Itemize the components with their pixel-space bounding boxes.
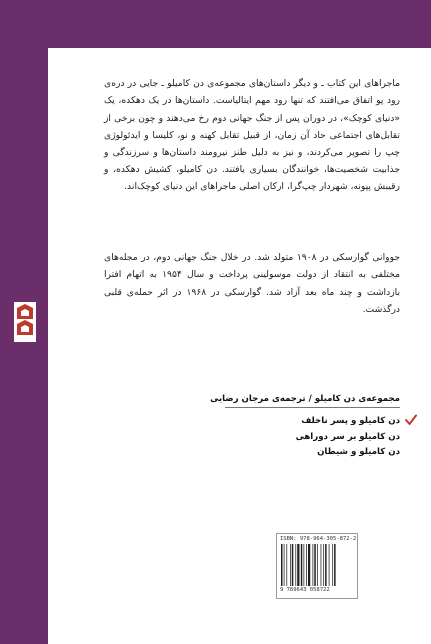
series-list-box bbox=[210, 394, 400, 461]
barcode-bar bbox=[334, 544, 336, 586]
isbn-digits: 9 789643 058722 bbox=[280, 587, 330, 593]
barcode-bar bbox=[304, 544, 305, 586]
barcode-bar bbox=[281, 544, 283, 586]
book-blurb: ماجراهای این کتاب ـ و دیگر داستان‌های مجموعه‌ی دن کامیلو ـ جایی در دره‌ی رود پو اتفاق می‌افتند که تنها رود مهم ایتالیاست. داستان‌ها در یک دهکده، یک «دنیای کوچک»، در دوران پس از جنگ جهانی دوم رخ می‌دهند و چون برخی از تقابل‌های اجتماعی حاد آن زمان، از قبیل تقابل کهنه و نو، کلیسا و ایدئولوژی چپ را تصویر می‌کردند، و نیز به دلیل طنز نیرومند داستان‌ها و سرزندگی و جذابیت شخصیت‌ها، خوانندگان بسیاری یافتند. دن کامیلو، کشیش دهکده، و رقیبش پپونه، شهردار چپ‌گرا، ارکان اصلی ماجراهای این دنیای کوچک‌اند. bbox=[104, 78, 400, 193]
barcode-bar bbox=[321, 544, 322, 586]
author-bio: جووانی گوارسکی در ۱۹۰۸ متولد شد. در خلال جنگ جهانی دوم، در مجله‌های مختلفی به انتقاد از دولت موسولینی پرداخت و سال ۱۹۵۴ به اتهام افترا بازداشت و چند ماه بعد آزاد شد. گوارسکی در ۱۹۶۸ در اثر حمله‌ی قلبی درگذشت. bbox=[104, 252, 400, 315]
barcode-bar bbox=[313, 544, 314, 586]
series-divider bbox=[225, 407, 400, 408]
series-item-3 bbox=[225, 445, 400, 461]
isbn-label: ISBN: 978-964-305-872-2 bbox=[280, 536, 357, 542]
left-color-band bbox=[0, 48, 48, 644]
checkmark-icon bbox=[405, 414, 417, 426]
barcode-bar bbox=[332, 544, 333, 586]
series-item-label: دن کامیلو و پسر ناخلف bbox=[301, 416, 400, 426]
barcode-bar bbox=[290, 544, 291, 586]
series-item-1 bbox=[225, 414, 400, 430]
series-books bbox=[225, 414, 400, 461]
barcode-bar bbox=[295, 544, 296, 586]
isbn-barcode-box bbox=[276, 533, 358, 599]
publisher-logo-icon bbox=[14, 302, 36, 342]
top-color-band bbox=[0, 0, 431, 48]
barcode-bar bbox=[323, 544, 324, 586]
barcode-bar bbox=[314, 544, 316, 586]
barcode-bar bbox=[284, 544, 285, 586]
barcode-bar bbox=[286, 544, 287, 586]
barcode-bar bbox=[301, 544, 303, 586]
barcode-bar bbox=[329, 544, 330, 586]
barcode-bar bbox=[317, 544, 318, 586]
barcode-bar bbox=[308, 544, 310, 586]
barcode-icon bbox=[280, 544, 353, 586]
series-item-label: دن کامیلو بر سر دوراهی bbox=[295, 431, 400, 442]
series-item-label: دن کامیلو و شیطان bbox=[317, 447, 400, 457]
barcode-bar bbox=[297, 544, 299, 586]
barcode-bar bbox=[292, 544, 294, 586]
series-title: مجموعه‌ی دن کامیلو / ترجمه‌ی مرجان رضایی bbox=[210, 394, 400, 404]
barcode-bar bbox=[306, 544, 307, 586]
barcode-bar bbox=[325, 544, 327, 586]
series-item-2 bbox=[225, 430, 400, 446]
publisher-logo bbox=[14, 302, 36, 342]
